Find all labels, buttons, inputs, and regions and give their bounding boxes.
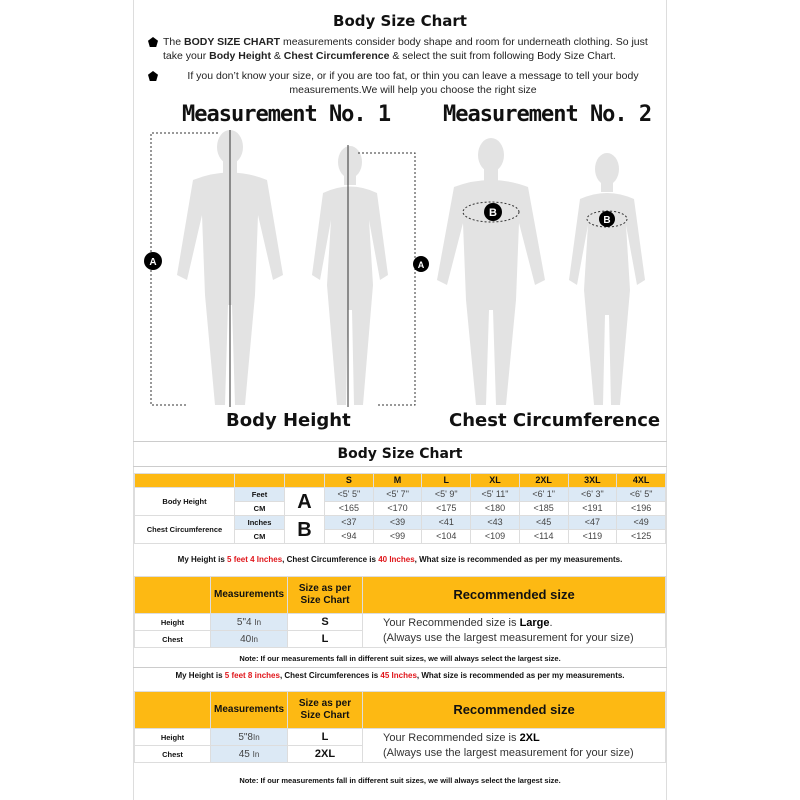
letter-label: B [285, 516, 325, 544]
col-header: Recommended size [363, 692, 666, 729]
cell: <6' 3" [568, 488, 617, 502]
size: L [288, 729, 363, 746]
cell: <119 [568, 530, 617, 544]
col-header: Size as per Size Chart [288, 577, 363, 614]
svg-text:A: A [417, 260, 425, 270]
row-group-label: Chest Circumference [135, 516, 235, 544]
label-a-badge [413, 256, 429, 272]
value: 5"8 [238, 731, 253, 743]
value: 5"4 [236, 616, 252, 628]
value: 45 [238, 748, 250, 760]
size-header: 2XL [519, 474, 568, 488]
example-2-question [133, 671, 667, 681]
text: Body Height [209, 50, 271, 62]
cell: <37 [325, 516, 374, 530]
cell: <6' 1" [519, 488, 568, 502]
label-a-badge [144, 252, 162, 270]
col-header: Measurements [211, 577, 288, 614]
cell: <5' 7" [373, 488, 422, 502]
size-header: 4XL [617, 474, 666, 488]
caption-body-height: Body Height [226, 410, 351, 431]
text: , Chest Circumference is [282, 555, 379, 564]
text: , What size is recommended as per my measurements. [414, 555, 623, 564]
cell: <175 [422, 502, 471, 516]
cell: <191 [568, 502, 617, 516]
row-label: Chest [135, 631, 211, 648]
cell: <6' 5" [617, 488, 666, 502]
cell: <109 [471, 530, 520, 544]
recommendation [363, 729, 666, 763]
divider [133, 667, 667, 668]
example-2-table [134, 691, 666, 763]
text: , Chest Circumferences is [279, 671, 381, 680]
text: & [270, 50, 284, 62]
cell: <114 [519, 530, 568, 544]
row-label: Height [135, 614, 211, 631]
bullet-2 [148, 69, 663, 97]
col-header: Size as per Size Chart [288, 692, 363, 729]
size-chart-title: Body Size Chart [337, 446, 463, 462]
text: 5 feet 8 inches [224, 671, 280, 680]
page-title: Body Size Chart [333, 12, 467, 30]
cell: <99 [373, 530, 422, 544]
row-label: Chest [135, 746, 211, 763]
row-group-label: Body Height [135, 488, 235, 516]
letter-label: A [285, 488, 325, 516]
divider [133, 441, 667, 442]
example-2-note: Note: If our measurements fall in different suit sizes, we will always select the largest size. [239, 776, 561, 785]
divider [133, 466, 667, 467]
text: & select the suit from following Body Size Chart. [389, 50, 616, 62]
text: 40 Inches [378, 555, 415, 564]
label-b-badge [599, 211, 615, 227]
unit-label: CM [235, 502, 285, 516]
size: L [288, 631, 363, 648]
cell: <104 [422, 530, 471, 544]
body-figures [133, 125, 667, 410]
recommendation [363, 614, 666, 648]
svg-text:B: B [603, 215, 611, 226]
col-header: Measurements [211, 692, 288, 729]
label-b-badge [484, 203, 502, 221]
text: (Always use the largest measurement for your size) [383, 631, 634, 644]
cell: <45 [519, 516, 568, 530]
cell: <165 [325, 502, 374, 516]
cell: <185 [519, 502, 568, 516]
example-1-note: Note: If our measurements fall in different suit sizes, we will always select the largest size. [239, 654, 561, 663]
female-figure-1 [312, 146, 388, 405]
size: 2XL [288, 746, 363, 763]
text: , What size is recommended as per my measurements. [416, 671, 625, 680]
text: My Height is [177, 555, 228, 564]
cell: <5' 9" [422, 488, 471, 502]
col-header: Recommended size [363, 577, 666, 614]
size: S [288, 614, 363, 631]
size-header: XL [471, 474, 520, 488]
cell: <5' 5" [325, 488, 374, 502]
text: BODY SIZE CHART [184, 36, 281, 48]
cell: <39 [373, 516, 422, 530]
cell: <94 [325, 530, 374, 544]
svg-text:A: A [149, 257, 157, 268]
cell: <5' 11" [471, 488, 520, 502]
text: 5 feet 4 Inches [227, 555, 283, 564]
size-header: L [422, 474, 471, 488]
value: 40 [240, 633, 252, 645]
cell: <170 [373, 502, 422, 516]
size-header: M [373, 474, 422, 488]
example-1-table [134, 576, 666, 648]
cell: <47 [568, 516, 617, 530]
unit: In [253, 732, 260, 742]
unit-label: CM [235, 530, 285, 544]
size-chart-table [134, 473, 666, 544]
text: Chest Circumference [283, 50, 390, 62]
bullet-1 [148, 35, 663, 63]
unit: In [251, 634, 258, 644]
unit-label: Feet [235, 488, 285, 502]
text: 45 Inches [380, 671, 417, 680]
text: (Always use the largest measurement for your size) [383, 746, 634, 759]
unit-label: Inches [235, 516, 285, 530]
measurement-2-heading: Measurement No. 2 [443, 102, 652, 127]
cell: <41 [422, 516, 471, 530]
text: 2XL [519, 731, 540, 744]
text: The [163, 36, 185, 48]
male-figure-2 [437, 138, 545, 405]
unit: In [254, 617, 262, 627]
cell: <196 [617, 502, 666, 516]
text: My Height is [175, 671, 225, 680]
row-label: Height [135, 729, 211, 746]
size-header: 3XL [568, 474, 617, 488]
unit: In [252, 749, 260, 759]
text: measurements consider body shape and room for underneath clothing. So just take your [163, 36, 648, 62]
female-figure-2 [569, 153, 645, 405]
caption-chest-circumference: Chest Circumference [449, 410, 661, 431]
text: . [549, 616, 553, 629]
svg-text:B: B [489, 207, 497, 219]
size-header: S [325, 474, 374, 488]
measurement-1-heading: Measurement No. 1 [182, 102, 391, 127]
text: Your Recommended size is [383, 731, 520, 744]
cell: <49 [617, 516, 666, 530]
cell: <43 [471, 516, 520, 530]
text: Your Recommended size is [383, 616, 520, 629]
example-1-question [133, 555, 667, 565]
cell: <125 [617, 530, 666, 544]
text: Large [519, 616, 550, 629]
text: If you don’t know your size, or if you are too fat, or thin you can leave a message to tell your body measurements.We will help you choose the right size [187, 70, 639, 96]
cell: <180 [471, 502, 520, 516]
